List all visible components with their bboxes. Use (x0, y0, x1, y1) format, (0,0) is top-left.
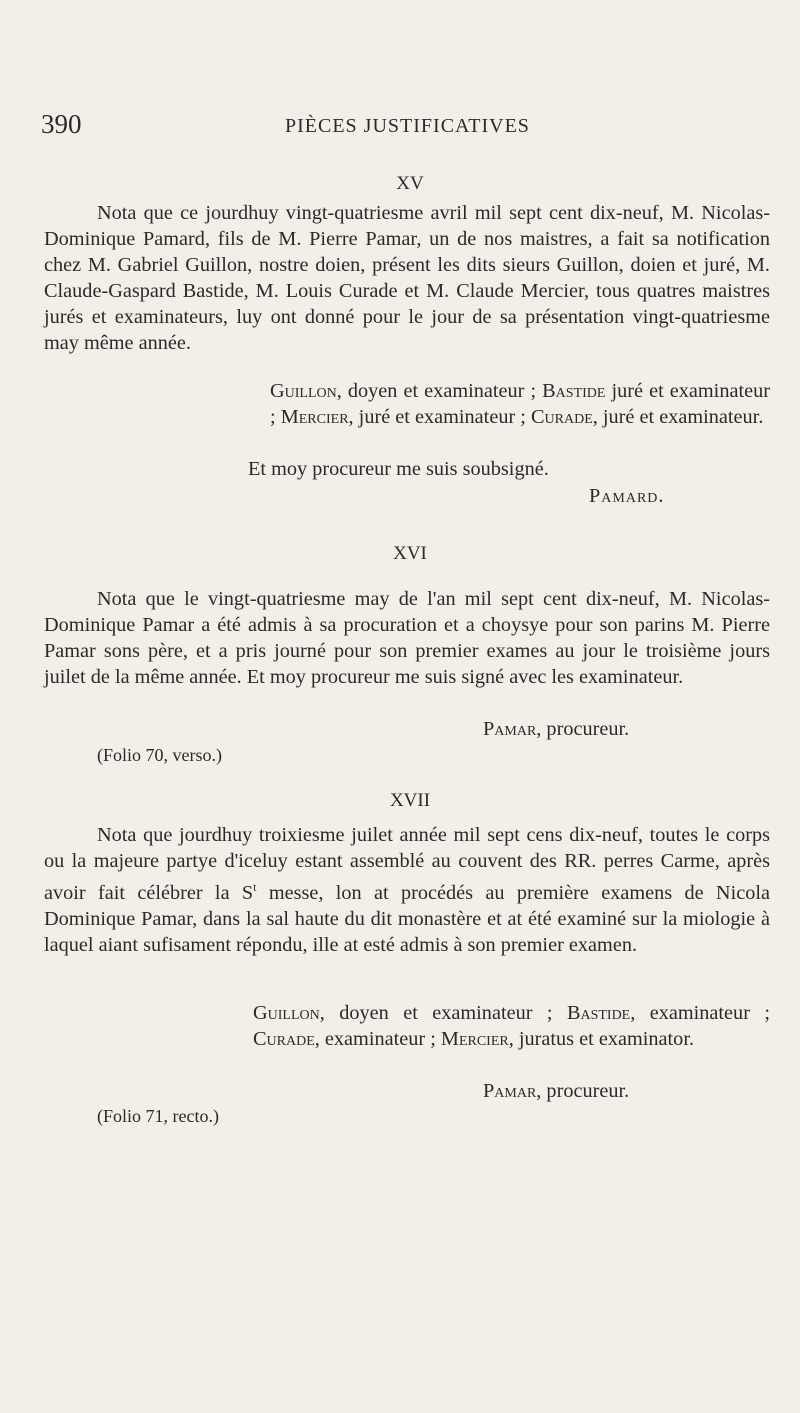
signature (483, 716, 629, 742)
signatory-name: Bastide (542, 380, 606, 402)
signatory-role: examinateur ; (635, 1002, 770, 1024)
section-heading: XVI (393, 543, 427, 564)
superscript: t (253, 880, 257, 894)
signatory-role: juré et examinateur ; (353, 406, 531, 428)
signatory-role: procureur. (541, 718, 630, 740)
signatory-name: Pamar, (483, 1080, 542, 1102)
closing-line: Et moy procureur me suis soubsigné. (248, 458, 549, 480)
signatory-role: juré et examinateur ; (270, 380, 770, 428)
signatory-role: doyen et examinateur ; (324, 1002, 567, 1024)
signatory-name: Bastide, (566, 1002, 636, 1024)
signatory-role: juré et examinateur. (597, 406, 764, 428)
running-title: PIÈCES JUSTIFICATIVES (285, 115, 530, 137)
signatory-role: examinateur ; (319, 1028, 441, 1050)
signatory-name: Curade, (253, 1028, 320, 1050)
signature (483, 1078, 629, 1104)
signatory-name: Pamar, (483, 718, 542, 740)
signatory-role: procureur. (541, 1080, 630, 1102)
signatory-role: doyen et examinateur ; (341, 380, 543, 402)
folio-reference: (Folio 71, recto.) (97, 1106, 219, 1126)
signatory-name: Mercier, (280, 406, 354, 428)
section-heading: XVII (389, 790, 431, 811)
signatories (253, 1000, 770, 1052)
signatory-role: juratus et examinator. (513, 1028, 695, 1050)
signatory-name: Curade, (531, 406, 598, 428)
signature: Pamard. (589, 485, 665, 507)
signatory-name: Guillon, (270, 380, 342, 402)
section-heading: XV (396, 173, 424, 194)
section-body: Nota que ce jourdhuy vingt-quatriesme avril mil sept cent dix-neuf, M. Nicolas-Dominique Pamard, fils de M. Pierre Pamar, un de nos maistres, a fait sa notification chez M. Gabriel Guillon, nostre doien, présent les dits sieurs Guillon, doien et juré, M. Claude-Gaspard Bastide, M. Louis Curade et M. Claude Mercier, tous quatres maistres jurés et examinateurs, luy ont donné pour le jour de sa présentation vingt-quatriesme may même année. (44, 202, 770, 354)
section-body: Nota que jourdhuy troixiesme juilet année mil sept cens dix-neuf, toutes le corps ou la majeure partye d'iceluy estant assemblé au couvent des RR. perres Carme, après avoir fait célébrer la $S^t$ messe, lon at procédés au première examens de Nicola Dominique Pamar, dans la sal haute du dit monastère et at été examiné sur la miologie à laquel aiant sufisament répondu, ille at esté admis à son premier examen. (44, 824, 770, 956)
signatories (270, 378, 770, 430)
section-body: Nota que le vingt-quatriesme may de l'an mil sept cent dix-neuf, M. Nicolas-Dominique Pamar a été admis à sa procuration et a choysye pour son parins M. Pierre Pamar sons père, et a pris journé pour son premier exames au jour le troisième jours juilet de la même année. Et moy procureur me suis signé avec les examinateur. (44, 588, 770, 688)
folio-reference: (Folio 70, verso.) (97, 745, 222, 765)
page-number: 390 (41, 109, 82, 139)
signatory-name: Guillon, (253, 1002, 325, 1024)
signatory-name: Mercier, (440, 1028, 514, 1050)
